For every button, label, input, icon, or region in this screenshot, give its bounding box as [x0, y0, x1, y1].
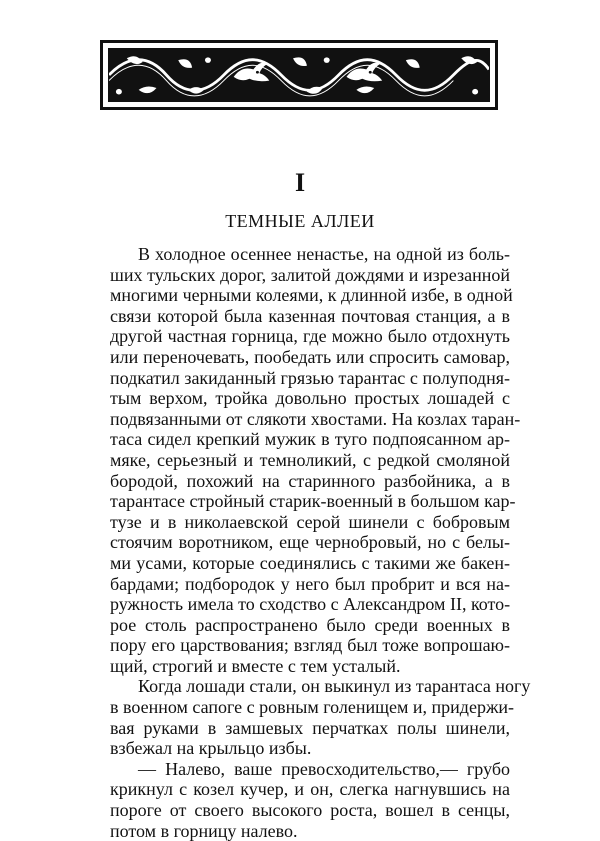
text-line: подкатил закиданный грязью тарантас с полуподня-	[110, 367, 510, 388]
text-line: или переночевать, пообедать или спросить самовар,	[110, 346, 510, 367]
text-line: потом в горницу налево.	[110, 820, 298, 841]
text-line: — Налево, ваше превосходительство,— грубо	[138, 758, 510, 779]
text-line: мяке, серьезный и темноликий, с редкой смоляной	[110, 449, 510, 470]
text-line: тузе и в николаевской серой шинели с бобровым	[110, 511, 510, 532]
text-line: рое столь распространено было среди военных в	[110, 614, 510, 635]
body-text	[110, 244, 531, 841]
text-line: таса сидел крепкий мужик в туго подпоясанном ар-	[110, 429, 510, 450]
text-line: взбежал на крыльцо избы.	[110, 738, 312, 759]
text-line: Когда лошади стали, он выкинул из тарантаса ногу	[138, 676, 531, 697]
text-line: бардами; подбородок у него был пробрит и вся на-	[110, 573, 510, 594]
text-line: крикнул с козел кучер, и он, слегка нагнувшись на	[110, 779, 510, 800]
text-line: вая руками в замшевых перчатках полы шинели,	[110, 717, 510, 738]
text-line: другой частная горница, где можно было отдохнуть	[110, 326, 510, 347]
text-line: связи которой была казенная почтовая станция, а в	[110, 305, 510, 326]
text-line: пороге от своего высокого роста, вошел в сенцы,	[110, 800, 510, 821]
text-line: подвязанными от слякоти хвостами. На козлах таран-	[110, 408, 521, 429]
text-line: тым верхом, тройка довольно простых лошадей с	[110, 388, 510, 409]
text-line: ми усами, которые соединялись с такими же бакен-	[110, 552, 510, 573]
text-line: ружность имела то сходство с Александром II, кото-	[110, 594, 511, 615]
text-line: тарантасе стройный старик-военный в большом кар-	[110, 491, 516, 512]
text-line: В холодное осеннее ненастье, на одной из боль-	[138, 244, 510, 264]
text-line: пору его царствования; взгляд был тоже вопрошаю-	[110, 635, 510, 656]
story-title: ТЕМНЫЕ АЛЛЕИ	[225, 211, 375, 231]
text-line: ших тульских дорог, залитой дождями и изрезанной	[110, 264, 510, 285]
text-line: в военном сапоге с ровным голенищем и, придержи-	[110, 697, 515, 718]
text-line: стоячим воротником, еще чернобровый, но с белы-	[110, 532, 510, 553]
header-ornament	[100, 40, 498, 110]
text-line: щий, строгий и вместе с тем усталый.	[110, 655, 401, 676]
chapter-number: I	[294, 168, 306, 197]
floral-ornament-icon	[109, 49, 489, 101]
text-line: бородой, похожий на старинного разбойника, а в	[110, 470, 510, 491]
text-line: многими черными колеями, к длинной избе, в одной	[110, 285, 513, 306]
